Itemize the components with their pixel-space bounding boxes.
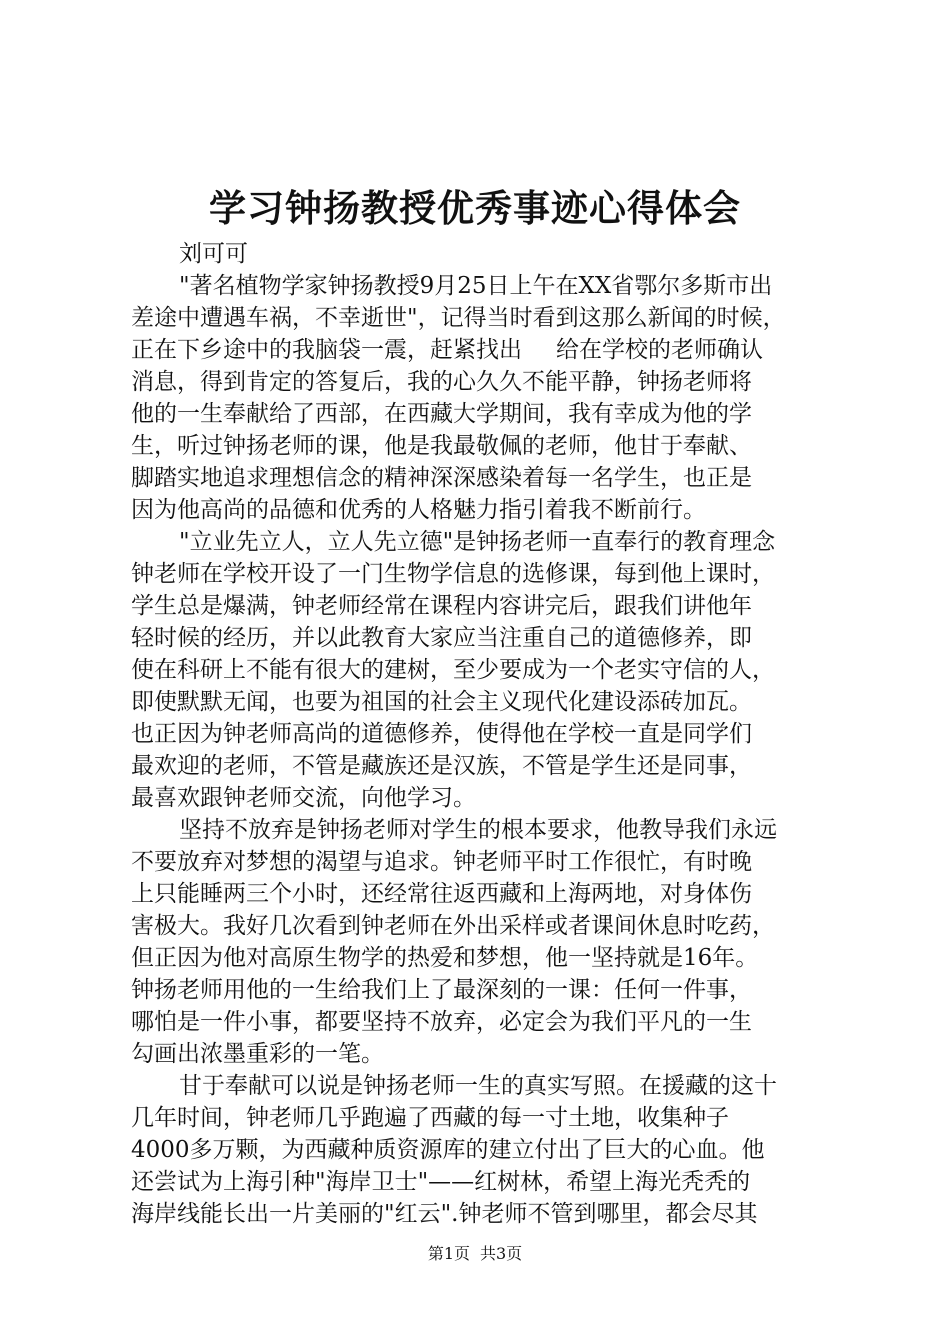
text-line: 最喜欢跟钟老师交流，向他学习。	[131, 785, 476, 811]
text-line: 脚踏实地追求理想信念的精神深深感染着每一名学生，也正是	[131, 465, 752, 491]
text-line: 钟老师在学校开设了一门生物学信息的选修课，每到他上课时，	[131, 561, 775, 587]
text-line: 哪怕是一件小事，都要坚持不放弃，必定会为我们平凡的一生	[131, 1009, 752, 1035]
text-line: 但正因为他对高原生物学的热爱和梦想，他一坚持就是16年。	[131, 945, 759, 971]
text-line: 他的一生奉献给了西部，在西藏大学期间，我有幸成为他的学	[131, 401, 752, 427]
text-segment: 给在学校的老师确认	[556, 337, 763, 363]
text-line: 不要放弃对梦想的渴望与追求。钟老师平时工作很忙，有时晚	[131, 849, 752, 875]
text-line: 轻时候的经历，并以此教育大家应当注重自己的道德修养，即	[131, 625, 752, 651]
text-line: 勾画出浓墨重彩的一笔。	[131, 1041, 384, 1067]
text-line: 钟扬老师用他的一生给我们上了最深刻的一课：任何一件事，	[131, 977, 752, 1003]
text-line: 消息，得到肯定的答复后，我的心久久不能平静，钟扬老师将	[131, 369, 752, 395]
text-line: 也正因为钟老师高尚的道德修养，使得他在学校一直是同学们	[131, 721, 752, 747]
paragraph	[131, 270, 831, 526]
text-line: 最欢迎的老师，不管是藏族还是汉族，不管是学生还是同事，	[131, 753, 752, 779]
text-line: 还尝试为上海引种"海岸卫士"——红树林，希望上海光秃秃的	[131, 1169, 751, 1195]
text-line: 海岸线能长出一片美丽的"红云".钟老师不管到哪里，都会尽其	[131, 1201, 758, 1227]
document-title: 学习钟扬教授优秀事迹心得体会	[209, 186, 741, 230]
text-line: 上只能睡两三个小时，还经常往返西藏和上海两地，对身体伤	[131, 881, 752, 907]
paragraph	[131, 526, 831, 814]
page-number: 第1页	[427, 1244, 470, 1263]
paragraph	[131, 814, 831, 1070]
text-line: 因为他高尚的品德和优秀的人格魅力指引着我不断前行。	[131, 497, 706, 523]
text-line: 生，听过钟扬老师的课，他是我最敬佩的老师，他甘于奉献、	[131, 433, 752, 459]
page-footer	[0, 1242, 950, 1266]
text-line: 差途中遭遇车祸，不幸逝世"，记得当时看到这那么新闻的时候，	[131, 305, 786, 331]
author-line: 刘可可	[179, 241, 248, 267]
text-line: 害极大。我好几次看到钟老师在外出采样或者课间休息时吃药，	[131, 913, 775, 939]
text-segment: 正在下乡途中的我脑袋一震，赶紧找出	[131, 337, 522, 363]
page-total: 共3页	[480, 1244, 523, 1263]
text-line: 使在科研上不能有很大的建树，至少要成为一个老实守信的人，	[131, 657, 775, 683]
document-body	[131, 238, 831, 1230]
text-line: 4000多万颗，为西藏种质资源库的建立付出了巨大的心血。他	[131, 1137, 765, 1163]
text-line	[131, 334, 831, 366]
text-line: 学生总是爆满，钟老师经常在课程内容讲完后，跟我们讲他年	[131, 593, 752, 619]
text-line: 甘于奉献可以说是钟扬老师一生的真实写照。在援藏的这十	[179, 1073, 777, 1099]
text-line: "著名植物学家钟扬教授9月25日上午在XX省鄂尔多斯市出	[179, 273, 773, 299]
text-line: 坚持不放弃是钟扬老师对学生的根本要求，他教导我们永远	[179, 817, 777, 843]
paragraph	[131, 1070, 831, 1230]
text-line: "立业先立人，立人先立德"是钟扬老师一直奉行的教育理念	[179, 529, 776, 555]
text-line: 即使默默无闻，也要为祖国的社会主义现代化建设添砖加瓦。	[131, 689, 752, 715]
text-line: 几年时间，钟老师几乎跑遍了西藏的每一寸土地，收集种子	[131, 1105, 729, 1131]
